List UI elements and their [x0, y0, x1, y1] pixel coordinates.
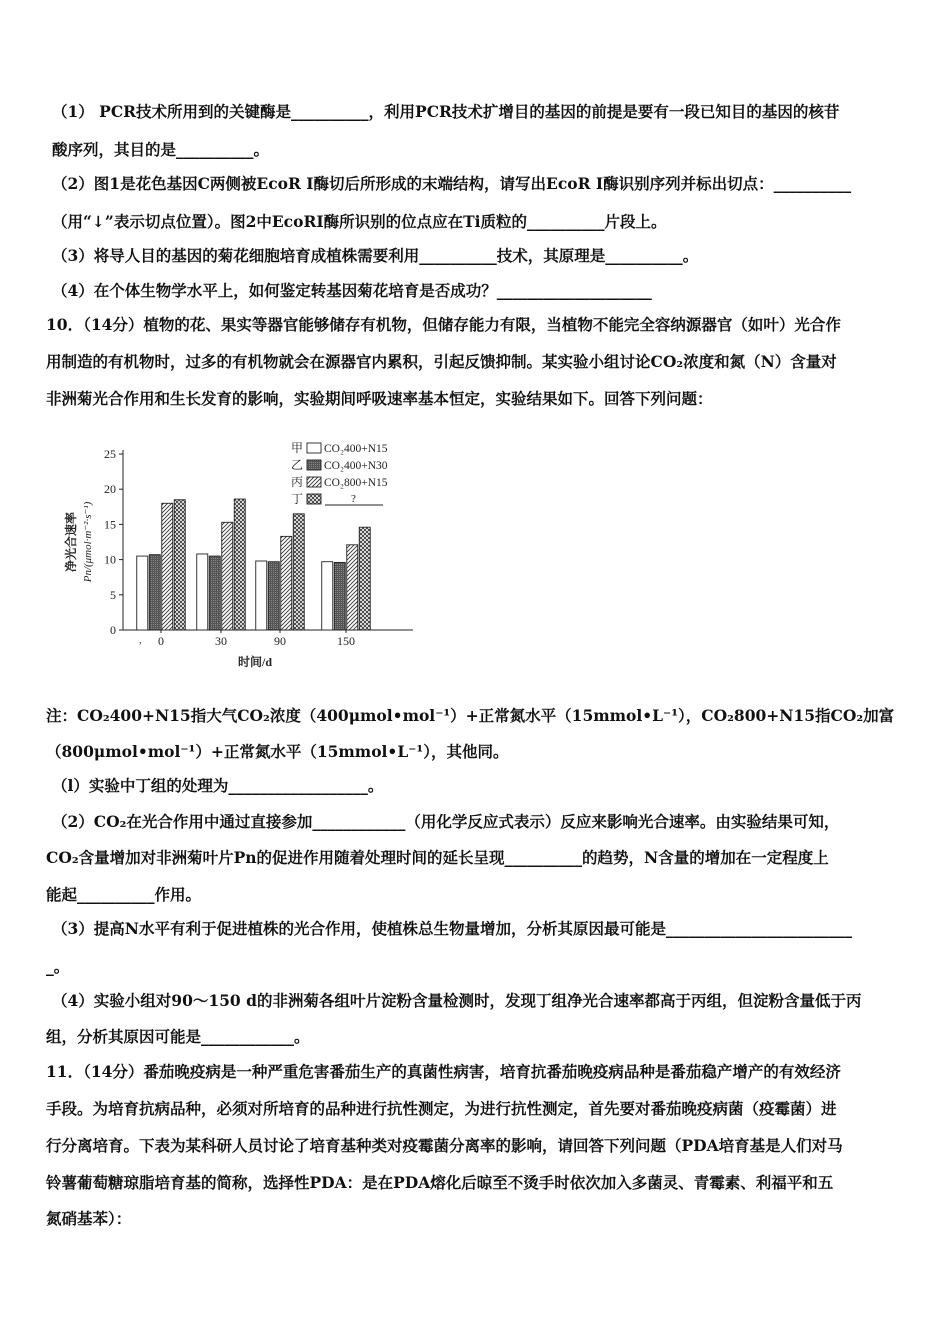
text-line: （l）实验中丁组的处理为__________________。	[52, 776, 384, 795]
legend-entry-label: CO₂400+N30	[324, 460, 388, 472]
legend-group-label: 乙	[291, 458, 304, 472]
legend-entry-label: CO₂400+N15	[324, 443, 388, 455]
text-line: （800μmol•mol⁻¹）+正常氮水平（15mmol•L⁻¹），其他同。	[46, 742, 509, 761]
text-line: 行分离培育。下表为某科研人员讨论了培育基种类对疫霉菌分离率的影响，请回答下列问题（PDA培育基是人们对马	[46, 1136, 843, 1155]
text-line: 11．（14分）番茄晚疫病是一种严重危害番茄生产的真菌性病害，培育抗番茄晚疫病品种是番茄稳产增产的有效经济	[46, 1062, 841, 1081]
text-line: _。	[46, 957, 70, 976]
text-line: 组，分析其原因可能是____________。	[46, 1027, 310, 1046]
legend-group-label: 丁	[291, 492, 304, 506]
x-tick-label: 0	[158, 634, 164, 648]
legend-entry-label: CO₂800+N15	[324, 477, 388, 489]
text-line: 注：CO₂400+N15指大气CO₂浓度（400μmol•mol⁻¹）+正常氮水平（15mmol•L⁻¹），CO₂800+N15指CO₂加富	[46, 706, 895, 725]
bar-甲-150	[322, 562, 333, 630]
bar-丁-90	[293, 514, 304, 630]
legend-swatch	[307, 494, 321, 504]
bar-乙-90	[268, 562, 279, 630]
text-line: （4）实验小组对90～150 d的非洲菊各组叶片淀粉含量检测时，发现丁组净光合速率都高于丙组，但淀粉含量低于丙	[52, 991, 862, 1010]
bar-甲-90	[256, 561, 267, 630]
text-line: （2）CO₂在光合作用中通过直接参加____________（用化学反应式表示）反应来影响光合速率。由实验结果可知，	[52, 812, 840, 831]
bar-乙-0	[149, 555, 160, 630]
text-line: 非洲菊光合作用和生长发育的影响，实验期间呼吸速率基本恒定，实验结果如下。回答下列问题：	[46, 389, 713, 408]
text-line: （3）提高N水平有利于促进植株的光合作用，使植株总生物量增加，分析其原因最可能是________________________	[52, 919, 852, 938]
text-line: （2）图1是花色基因C两侧被EcoR I酶切后所形成的末端结构，请写出EcoR I酶识别序列并标出切点：__________	[52, 174, 852, 193]
bar-甲-30	[197, 554, 208, 630]
y-tick-label: 5	[110, 587, 116, 602]
bar-甲-0	[137, 556, 148, 630]
y-tick-label: 15	[104, 517, 116, 532]
legend-swatch	[307, 460, 321, 470]
x-tick-label: 150	[337, 634, 355, 648]
stray-mark: ,	[139, 634, 142, 646]
y-tick-label: 0	[110, 623, 116, 637]
text-line: （1） PCR技术所用到的关键酶是__________，利用PCR技术扩增目的基因的前提是要有一段已知目的基因的核苷	[52, 102, 840, 121]
legend-swatch	[307, 477, 321, 487]
x-axis-label: 时间/d	[237, 655, 273, 669]
text-line: CO₂含量增加对非洲菊叶片Pn的促进作用随着处理时间的延长呈现__________的趋势，N含量的增加在一定程度上	[46, 848, 829, 867]
text-line: 铃薯葡萄糖琼脂培育基的简称，选择性PDA：是在PDA熔化后晾至不烫手时依次加入多菌灵、青霉素、利福平和五	[46, 1173, 834, 1192]
y-axis-label-line2: Pn/(μmol·m⁻²·s⁻¹)	[82, 501, 94, 583]
bar-丙-150	[347, 545, 358, 630]
text-line: 酸序列，其目的是__________。	[52, 140, 270, 159]
text-line: （3）将导人目的基因的菊花细胞培育成植株需要利用__________技术，其原理是__________。	[52, 246, 699, 265]
text-line: 能起__________作用。	[46, 885, 202, 904]
bar-丙-90	[281, 536, 292, 630]
y-tick-label: 20	[104, 482, 116, 497]
bar-丙-30	[222, 522, 233, 630]
text-line: （用“↓”表示切点位置）。图2中EcoRI酶所识别的位点应在Ti质粒的__________片段上。	[52, 212, 667, 231]
bar-丁-150	[359, 527, 370, 630]
text-line: 氮硝基苯）：	[46, 1209, 132, 1228]
legend-group-label: 甲	[291, 441, 304, 455]
text-line: （4）在个体生物学水平上，如何鉴定转基因菊花培育是否成功？____________________	[52, 281, 652, 300]
bar-丁-30	[234, 499, 245, 630]
y-axis-label-line1: 净光合速率	[64, 511, 78, 573]
text-line: 手段。为培育抗病品种，必须对所培育的品种进行抗性测定，为进行抗性测定，首先要对番茄晚疫病菌（疫霉菌）进	[46, 1099, 837, 1118]
x-tick-label: 90	[274, 634, 286, 648]
legend-swatch	[307, 443, 321, 453]
x-tick-label: 30	[215, 634, 227, 648]
y-tick-label: 25	[104, 447, 116, 461]
bar-乙-150	[334, 562, 345, 630]
text-line: 10．（14分）植物的花、果实等器官能够储存有机物，但储存能力有限，当植物不能完全容纳源器官（如叶）光合作	[46, 315, 841, 334]
legend-group-label: 丙	[291, 475, 304, 489]
bar-丁-0	[174, 500, 185, 630]
bar-chart	[55, 432, 435, 672]
legend-entry-label: ?	[351, 493, 356, 505]
text-line: 用制造的有机物时，过多的有机物就会在源器官内累积，引起反馈抑制。某实验小组讨论CO₂浓度和氮（N）含量对	[46, 352, 837, 371]
y-tick-label: 10	[104, 552, 116, 567]
bar-乙-30	[209, 556, 220, 630]
bar-丙-0	[162, 503, 173, 630]
